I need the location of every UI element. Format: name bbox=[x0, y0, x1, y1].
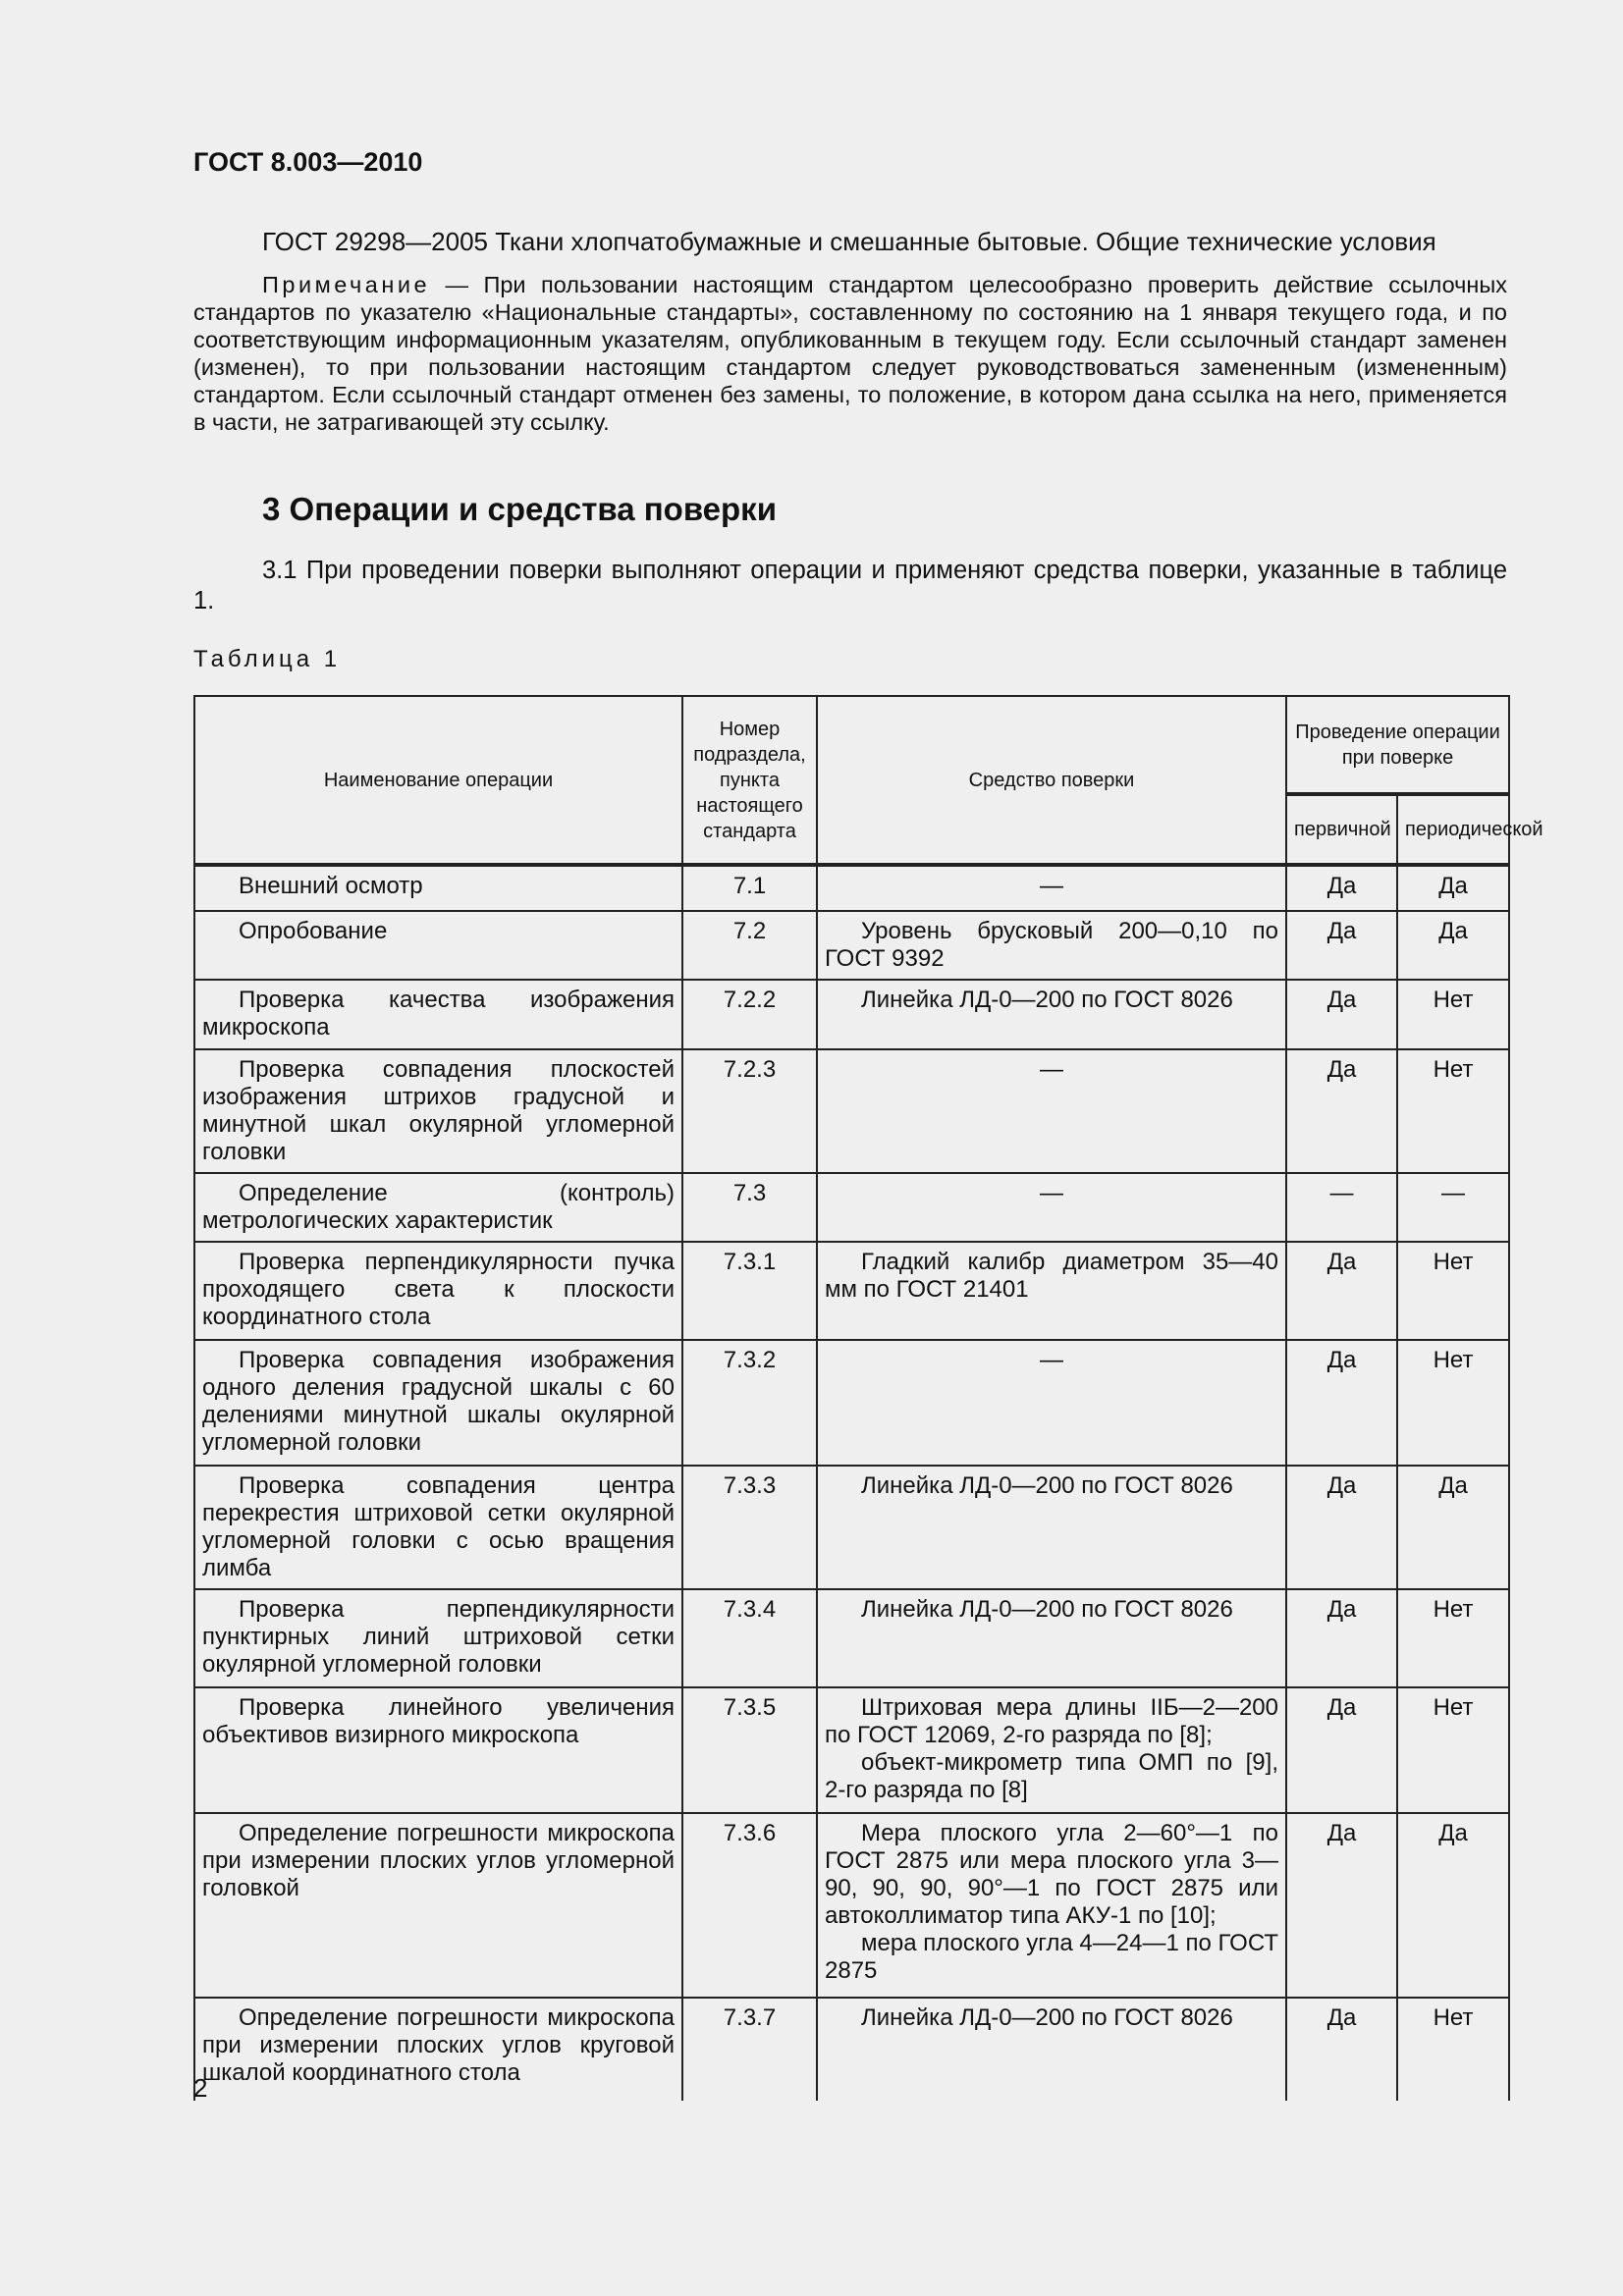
verification-tool bbox=[817, 1340, 1286, 1466]
tool-line: Линейка ЛД-0—200 по ГОСТ 8026 bbox=[861, 2004, 1233, 2031]
operation-name: Проверка линейного увеличения объективов визирного микроскопа bbox=[194, 1687, 682, 1813]
tool-line: Уровень брусковый 200—0,10 по ГОСТ 9392 bbox=[825, 918, 1278, 972]
tool-line: Линейка ЛД-0—200 по ГОСТ 8026 bbox=[861, 987, 1233, 1013]
page-number: 2 bbox=[193, 2073, 208, 2103]
tool-line: мера плоского угла 4—24—1 по ГОСТ 2875 bbox=[825, 1930, 1279, 1984]
periodic-flag: Нет bbox=[1397, 1242, 1509, 1340]
header-primary: первичной bbox=[1286, 794, 1397, 865]
verification-tool bbox=[817, 865, 1286, 911]
table-caption: Таблица 1 bbox=[193, 646, 342, 672]
tool-line: Штриховая мера длины IIБ—2—200 по ГОСТ 12069, 2-го разряда по [8]; bbox=[825, 1694, 1278, 1748]
section-number: 7.2 bbox=[682, 911, 817, 980]
reference-gost-29298: ГОСТ 29298—2005 Ткани хлопчатобумажные и смешанные бытовые. Общие технические условия bbox=[262, 227, 1436, 256]
section-number: 7.3.1 bbox=[682, 1242, 817, 1340]
primary-flag: Да bbox=[1286, 1049, 1397, 1173]
primary-flag: Да bbox=[1286, 1340, 1397, 1466]
verification-tool bbox=[817, 1242, 1286, 1340]
primary-flag: Да bbox=[1286, 911, 1397, 980]
verification-tool bbox=[817, 1687, 1286, 1813]
section-number: 7.3.2 bbox=[682, 1340, 817, 1466]
primary-flag: Да bbox=[1286, 1813, 1397, 1998]
document-header: ГОСТ 8.003—2010 bbox=[193, 147, 423, 177]
periodic-flag: Нет bbox=[1397, 1687, 1509, 1813]
table-row bbox=[194, 865, 1509, 911]
periodic-flag: Нет bbox=[1397, 1998, 1509, 2101]
operation-name: Проверка совпадения центра перекрестия штриховой сетки окулярной угломерной головки с осью вращения лимба bbox=[194, 1466, 682, 1589]
header-verification-tool: Средство поверки bbox=[817, 696, 1286, 865]
section-number: 7.3.3 bbox=[682, 1466, 817, 1589]
section-number: 7.2.3 bbox=[682, 1049, 817, 1173]
primary-flag: Да bbox=[1286, 1466, 1397, 1589]
verification-tool bbox=[817, 1173, 1286, 1242]
header-section-number: Номер подраздела, пункта настоящего стандарта bbox=[682, 696, 817, 865]
periodic-flag: Нет bbox=[1397, 1049, 1509, 1173]
primary-flag: Да bbox=[1286, 865, 1397, 911]
primary-flag: Да bbox=[1286, 1589, 1397, 1687]
section-title: 3 Операции и средства поверки bbox=[262, 491, 777, 527]
table-row bbox=[194, 1173, 1509, 1242]
operation-name: Проверка качества изображения микроскопа bbox=[194, 980, 682, 1049]
periodic-flag: Да bbox=[1397, 1813, 1509, 1998]
periodic-flag: Нет bbox=[1397, 1589, 1509, 1687]
table-row bbox=[194, 1049, 1509, 1173]
table-row bbox=[194, 1687, 1509, 1813]
verification-tool bbox=[817, 1466, 1286, 1589]
tool-line: Линейка ЛД-0—200 по ГОСТ 8026 bbox=[861, 1596, 1233, 1623]
operation-name: Опробование bbox=[194, 911, 682, 980]
verification-tool bbox=[817, 1049, 1286, 1173]
periodic-flag: Да bbox=[1397, 1466, 1509, 1589]
header-conduct: Проведение операции при поверке bbox=[1286, 696, 1509, 794]
primary-flag: Да bbox=[1286, 980, 1397, 1049]
note-label: Примечание bbox=[262, 272, 431, 297]
table-row bbox=[194, 1813, 1509, 1998]
operation-name: Проверка перпендикулярности пунктирных линий штриховой сетки окулярной угломерной головки bbox=[194, 1589, 682, 1687]
section-number: 7.3 bbox=[682, 1173, 817, 1242]
operation-name: Внешний осмотр bbox=[194, 865, 682, 911]
note-text: — При пользовании настоящим стандартом целесообразно проверить действие ссылочных стандартов по указателю «Национальные стандарты», составленному по состоянию на 1 января текущего года, и по соответствующим информационным указателям, опубликованным в текущем году. Если ссылочный стандарт заменен (изменен), то при пользовании настоящим стандартом следует руководствоваться замененным (измененным) стандартом. Если ссылочный стандарт отменен без замены, то положение, в котором дана ссылка на него, применяется в части, не затрагивающей эту ссылку. bbox=[193, 272, 1507, 435]
primary-flag: Да bbox=[1286, 1242, 1397, 1340]
operation-name: Проверка совпадения изображения одного деления градусной шкалы с 60 делениями минутной шкалы окулярной угломерной головки bbox=[194, 1340, 682, 1466]
table-row bbox=[194, 1466, 1509, 1589]
verification-tool bbox=[817, 980, 1286, 1049]
section-number: 7.3.5 bbox=[682, 1687, 817, 1813]
tool-line: — bbox=[1040, 1056, 1063, 1083]
table-row bbox=[194, 1340, 1509, 1466]
periodic-flag: Да bbox=[1397, 865, 1509, 911]
operation-name: Определение погрешности микроскопа при измерении плоских углов угломерной головкой bbox=[194, 1813, 682, 1998]
tool-line: объект-микрометр типа ОМП по [9], 2-го разряда по [8] bbox=[825, 1749, 1278, 1803]
tool-line: — bbox=[1040, 1347, 1063, 1373]
tool-line: Линейка ЛД-0—200 по ГОСТ 8026 bbox=[861, 1472, 1233, 1499]
header-operation-name: Наименование операции bbox=[194, 696, 682, 865]
primary-flag: — bbox=[1286, 1173, 1397, 1242]
table-row bbox=[194, 1998, 1509, 2101]
periodic-flag: Да bbox=[1397, 911, 1509, 980]
periodic-flag: Нет bbox=[1397, 980, 1509, 1049]
tool-line: Гладкий калибр диаметром 35—40 мм по ГОСТ 21401 bbox=[825, 1249, 1278, 1303]
operation-name: Проверка перпендикулярности пучка проходящего света к плоскости координатного стола bbox=[194, 1242, 682, 1340]
paragraph-3-1: 3.1 При проведении поверки выполняют операции и применяют средства поверки, указанные в таблице 1. bbox=[193, 557, 1507, 614]
verification-tool bbox=[817, 911, 1286, 980]
tool-line: Мера плоского угла 2—60°—1 по ГОСТ 2875 или мера плоского угла 3—90, 90, 90, 90°—1 по ГОСТ 2875 или автоколлиматор типа АКУ-1 по [10]; bbox=[825, 1820, 1278, 1929]
note-paragraph bbox=[193, 271, 1507, 436]
section-number: 7.3.6 bbox=[682, 1813, 817, 1998]
operation-name: Проверка совпадения плоскостей изображения штрихов градусной и минутной шкал окулярной угломерной головки bbox=[194, 1049, 682, 1173]
section-number: 7.3.7 bbox=[682, 1998, 817, 2101]
table-row bbox=[194, 1242, 1509, 1340]
periodic-flag: — bbox=[1397, 1173, 1509, 1242]
section-number: 7.1 bbox=[682, 865, 817, 911]
primary-flag: Да bbox=[1286, 1998, 1397, 2101]
table-row bbox=[194, 980, 1509, 1049]
section-number: 7.2.2 bbox=[682, 980, 817, 1049]
tool-line: — bbox=[1040, 873, 1063, 899]
operation-name: Определение (контроль) метрологических характеристик bbox=[194, 1173, 682, 1242]
verification-tool bbox=[817, 1998, 1286, 2101]
section-number: 7.3.4 bbox=[682, 1589, 817, 1687]
operations-table bbox=[193, 695, 1543, 2101]
tool-line: — bbox=[1040, 1180, 1063, 1206]
verification-tool bbox=[817, 1589, 1286, 1687]
operation-name: Определение погрешности микроскопа при измерении плоских углов круговой шкалой координатного стола bbox=[194, 1998, 682, 2101]
periodic-flag: Нет bbox=[1397, 1340, 1509, 1466]
primary-flag: Да bbox=[1286, 1687, 1397, 1813]
table-row bbox=[194, 1589, 1509, 1687]
verification-tool bbox=[817, 1813, 1286, 1998]
header-periodic: периодической bbox=[1397, 794, 1509, 865]
table-row bbox=[194, 911, 1509, 980]
